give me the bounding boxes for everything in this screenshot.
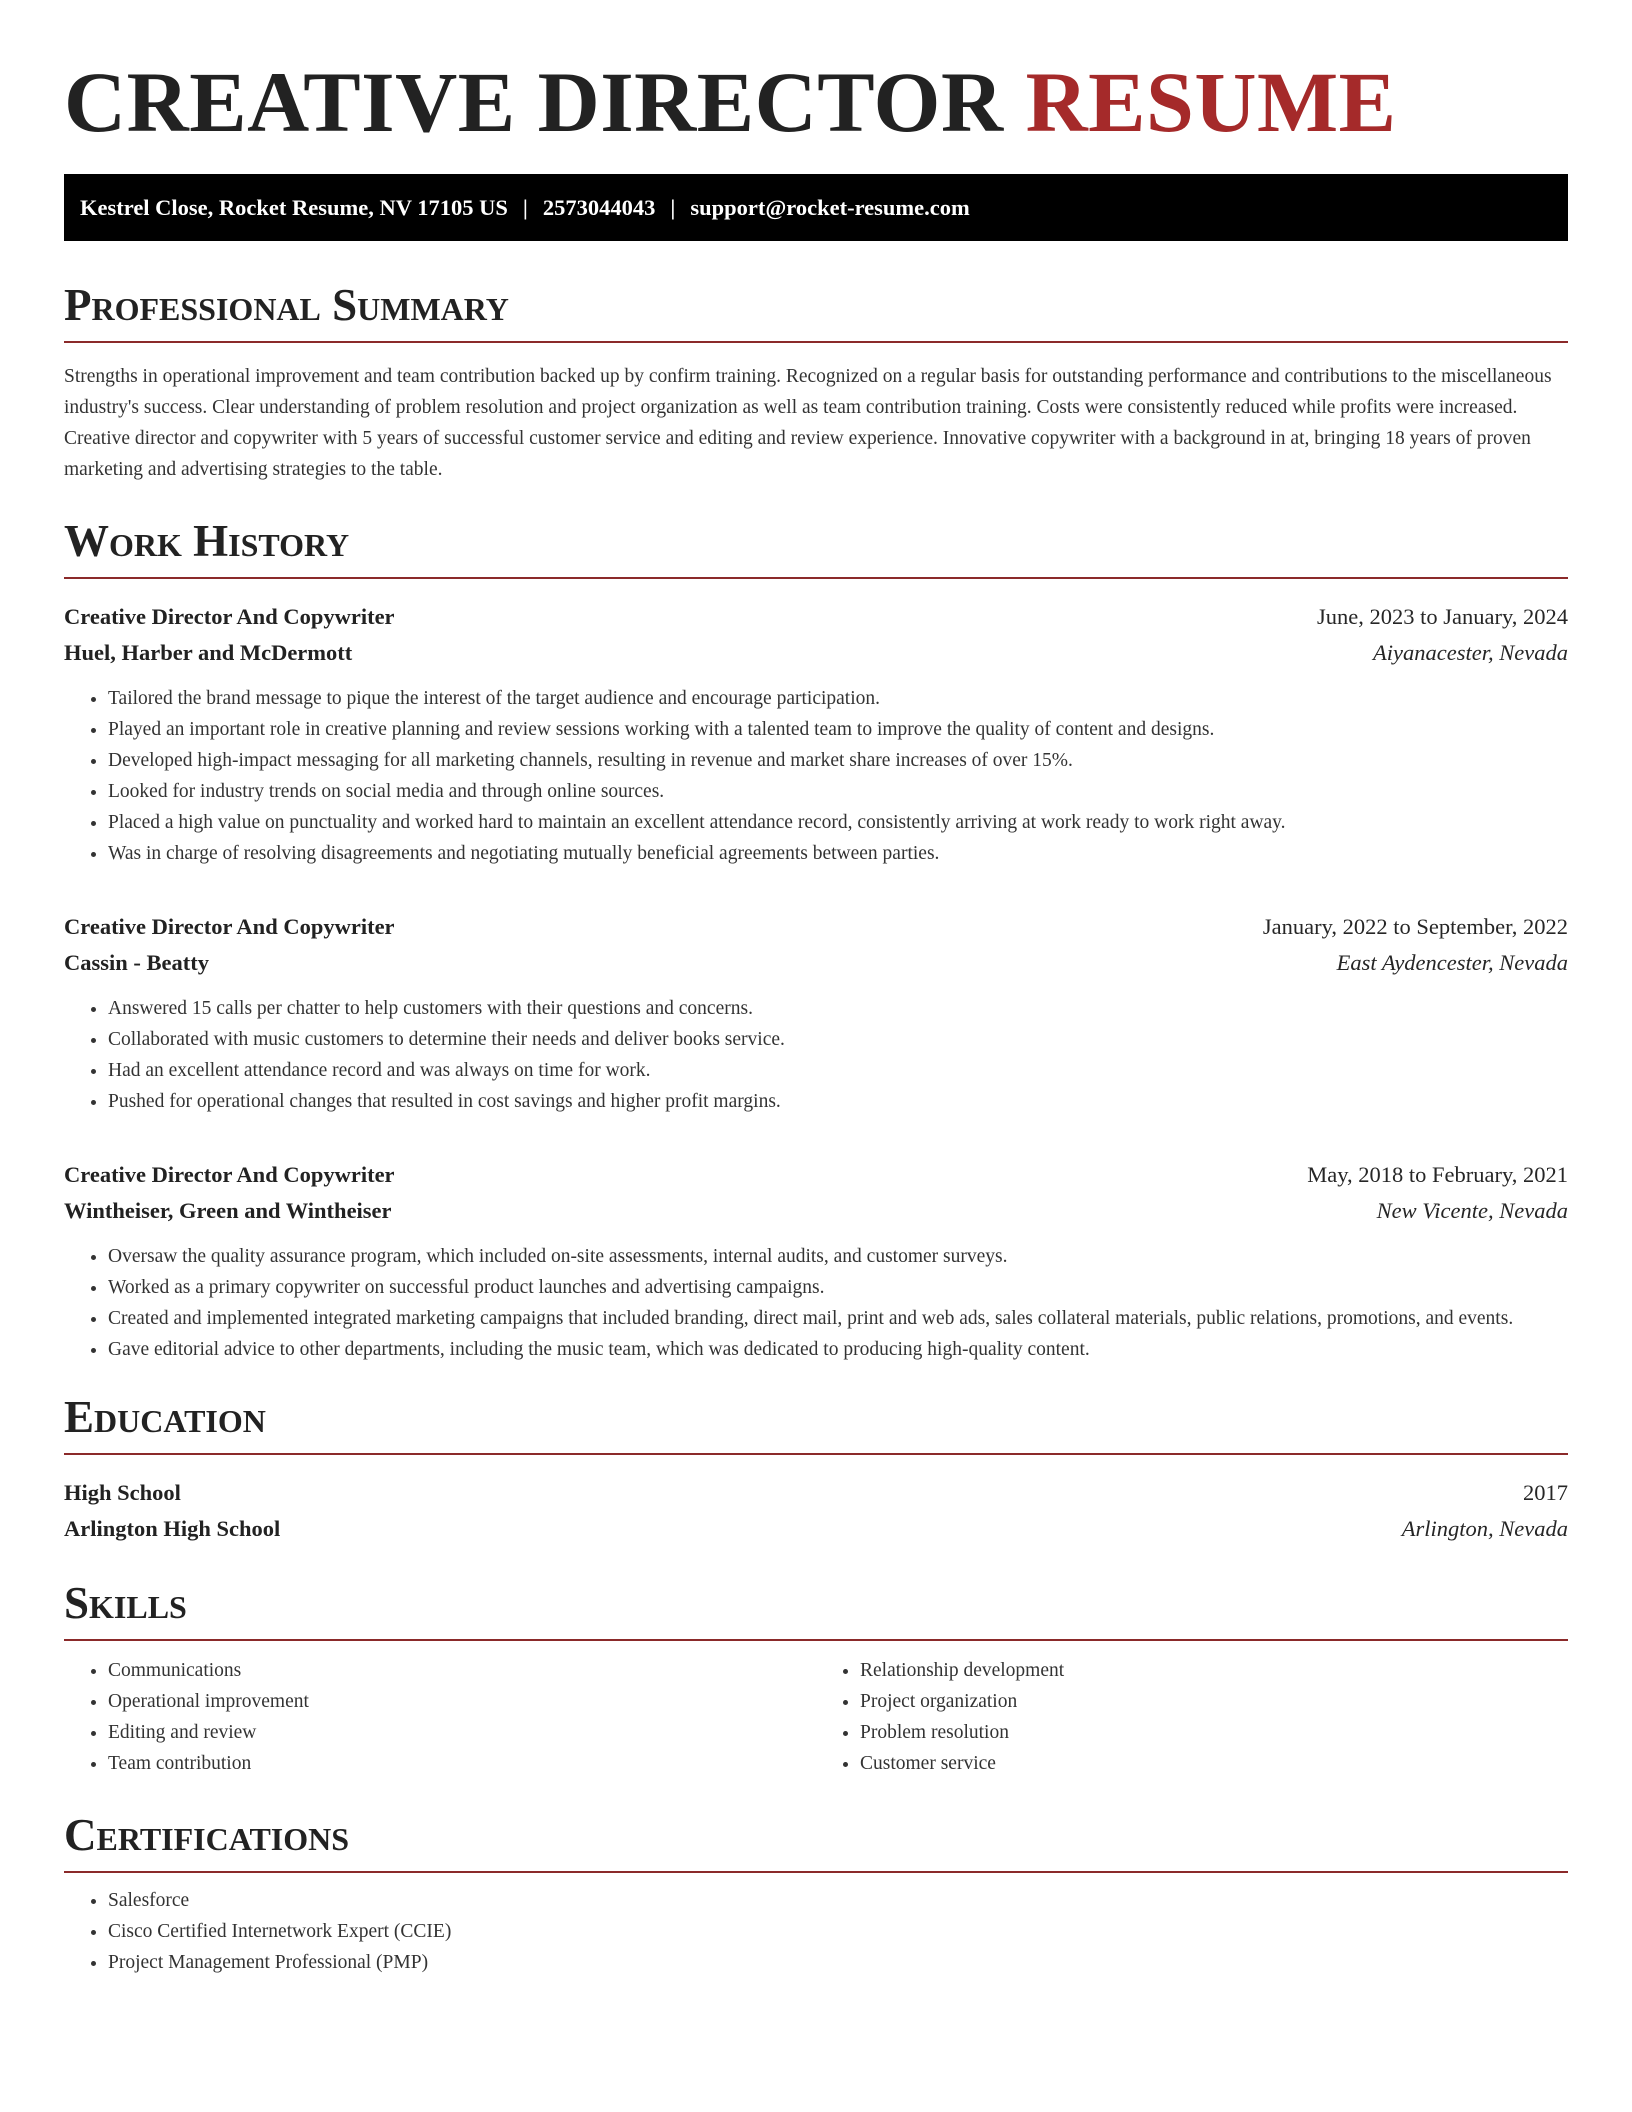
job-company: Cassin - Beatty bbox=[64, 950, 209, 975]
contact-bar bbox=[64, 174, 1568, 241]
job-bullet: • Answered 15 calls per chatter to help customers with their questions and concerns. bbox=[108, 993, 1568, 1024]
job-location: New Vicente, Nevada bbox=[1376, 1198, 1568, 1223]
job-dates: May, 2018 to February, 2021 bbox=[1307, 1162, 1568, 1187]
skill-item: • Project organization bbox=[860, 1686, 1568, 1717]
job-bullets bbox=[64, 683, 1568, 869]
education-location: Arlington, Nevada bbox=[1401, 1516, 1568, 1541]
education-school: Arlington High School bbox=[64, 1516, 281, 1541]
section-heading: Work History bbox=[64, 515, 1568, 579]
job-title: Creative Director And Copywriter bbox=[64, 604, 395, 629]
job-bullet: • Had an excellent attendance record and was always on time for work. bbox=[108, 1055, 1568, 1086]
job-bullet: • Looked for industry trends on social media and through online sources. bbox=[108, 776, 1568, 807]
education-degree: High School bbox=[64, 1480, 181, 1505]
job-bullet: • Created and implemented integrated marketing campaigns that included branding, direct mail, print and web ads, sales collateral materials, public relations, promotions, and events. bbox=[108, 1303, 1568, 1334]
section-heading: Skills bbox=[64, 1577, 1568, 1641]
education-section bbox=[64, 1391, 1568, 1547]
education-entry bbox=[64, 1475, 1568, 1547]
job-entry bbox=[64, 909, 1568, 1117]
job-bullets bbox=[64, 993, 1568, 1117]
skill-item: • Editing and review bbox=[108, 1717, 816, 1748]
work-history-section bbox=[64, 515, 1568, 1365]
section-heading: Professional Summary bbox=[64, 279, 1568, 343]
skill-item: • Problem resolution bbox=[860, 1717, 1568, 1748]
skill-item: • Communications bbox=[108, 1655, 816, 1686]
job-entry bbox=[64, 599, 1568, 869]
skills-list-left bbox=[64, 1655, 816, 1779]
section-heading: Education bbox=[64, 1391, 1568, 1455]
job-dates: January, 2022 to September, 2022 bbox=[1262, 914, 1568, 939]
job-title: Creative Director And Copywriter bbox=[64, 914, 395, 939]
job-company: Wintheiser, Green and Wintheiser bbox=[64, 1198, 392, 1223]
skill-item: • Relationship development bbox=[860, 1655, 1568, 1686]
certifications-section bbox=[64, 1809, 1568, 1978]
section-heading: Certifications bbox=[64, 1809, 1568, 1873]
job-bullet: • Developed high-impact messaging for all marketing channels, resulting in revenue and market share increases of over 15%. bbox=[108, 745, 1568, 776]
skill-item: • Operational improvement bbox=[108, 1686, 816, 1717]
skill-item: • Team contribution bbox=[108, 1748, 816, 1779]
certification-item: • Project Management Professional (PMP) bbox=[108, 1947, 1568, 1978]
job-bullet: • Tailored the brand message to pique the interest of the target audience and encourage participation. bbox=[108, 683, 1568, 714]
contact-separator: | bbox=[670, 194, 676, 220]
resume-title bbox=[64, 54, 1568, 150]
job-location: East Aydencester, Nevada bbox=[1336, 950, 1568, 975]
certification-item: • Cisco Certified Internetwork Expert (CCIE) bbox=[108, 1916, 1568, 1947]
job-bullet: • Oversaw the quality assurance program, which included on-site assessments, internal audits, and customer surveys. bbox=[108, 1241, 1568, 1272]
job-bullet: • Was in charge of resolving disagreements and negotiating mutually beneficial agreements between parties. bbox=[108, 838, 1568, 869]
job-dates: June, 2023 to January, 2024 bbox=[1316, 604, 1568, 629]
job-bullet: • Placed a high value on punctuality and worked hard to maintain an excellent attendance record, consistently arriving at work ready to work right away. bbox=[108, 807, 1568, 838]
contact-address: Kestrel Close, Rocket Resume, NV 17105 US bbox=[80, 194, 508, 220]
skill-item: • Customer service bbox=[860, 1748, 1568, 1779]
job-title: Creative Director And Copywriter bbox=[64, 1162, 395, 1187]
title-main: CREATIVE DIRECTOR bbox=[64, 54, 1004, 150]
summary-text: Strengths in operational improvement and team contribution backed up by confirm training. Recognized on a regular basis for outstanding performance and contributions to the miscellaneous industry's success. Clear understanding of problem resolution and project organization as well as team contribution training. Costs were consistently reduced while profits were increased. Creative director and copywriter with 5 years of successful customer service and editing and review experience. Innovative copywriter with a background in at, bringing 18 years of proven marketing and advertising strategies to the table. bbox=[64, 366, 1552, 480]
job-bullet: • Collaborated with music customers to determine their needs and deliver books service. bbox=[108, 1024, 1568, 1055]
job-bullet: • Played an important role in creative planning and review sessions working with a talented team to improve the quality of content and designs. bbox=[108, 714, 1568, 745]
job-company: Huel, Harber and McDermott bbox=[64, 640, 353, 665]
skills-section bbox=[64, 1577, 1568, 1779]
contact-separator: | bbox=[522, 194, 528, 220]
skills-list-right bbox=[816, 1655, 1568, 1779]
job-entry bbox=[64, 1157, 1568, 1365]
job-bullet: • Gave editorial advice to other departments, including the music team, which was dedicated to producing high-quality content. bbox=[108, 1334, 1568, 1365]
contact-phone: 2573044043 bbox=[542, 194, 656, 220]
job-bullet: • Pushed for operational changes that resulted in cost savings and higher profit margins. bbox=[108, 1086, 1568, 1117]
contact-email: support@rocket-resume.com bbox=[690, 194, 970, 220]
job-location: Aiyanacester, Nevada bbox=[1373, 640, 1568, 665]
education-year: 2017 bbox=[1523, 1480, 1568, 1505]
job-bullets bbox=[64, 1241, 1568, 1365]
skills-columns bbox=[64, 1655, 1568, 1779]
job-bullet: • Worked as a primary copywriter on successful product launches and advertising campaigns. bbox=[108, 1272, 1568, 1303]
title-accent: RESUME bbox=[1025, 54, 1397, 150]
certifications-list bbox=[64, 1885, 1568, 1978]
certification-item: • Salesforce bbox=[108, 1885, 1568, 1916]
summary-section bbox=[64, 279, 1568, 485]
